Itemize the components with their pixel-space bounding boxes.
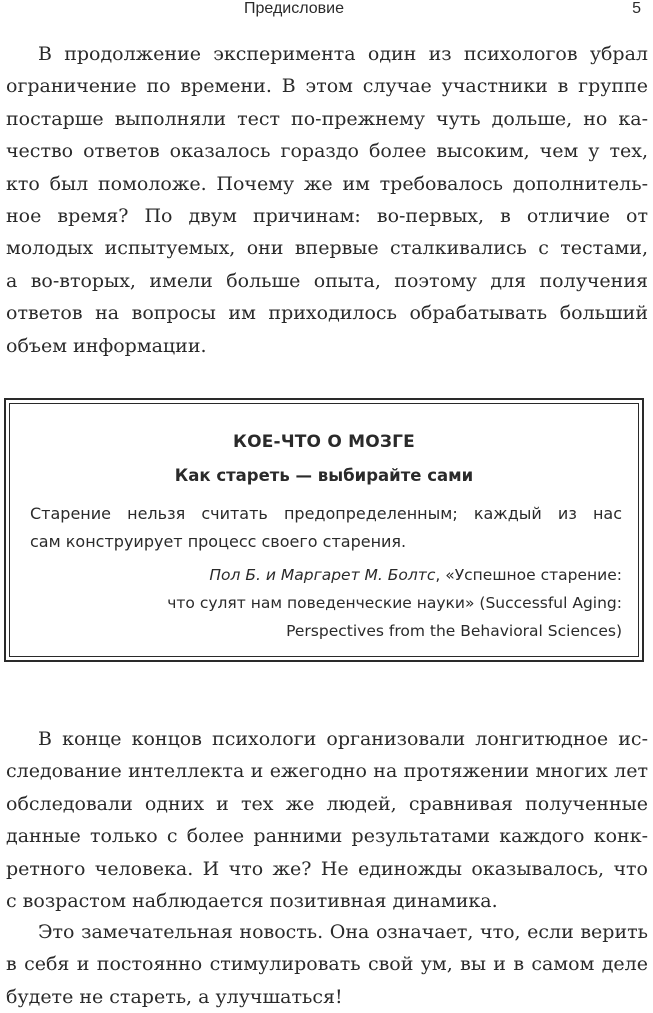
text-line: чество ответов оказалось гораздо более высоким, чем у тех, [6,140,648,163]
text-line: будете не стареть, а улучшаться! [6,985,343,1008]
text-line: молодых испытуемых, они впервые сталкивались с тестами, [6,237,648,260]
text-line: ответов на вопросы им приходилось обрабатывать больший [6,302,648,325]
text-line: ограничение по времени. В этом случае участники в группе [6,75,648,98]
body-paragraph-3 [6,916,648,1013]
text-line: в себя и постоянно стимулировать свой ум, вы и в самом деле [6,953,648,976]
boxout-heading: КОЕ-ЧТО О МОЗГЕ [233,432,415,452]
boxout-quote [30,500,622,556]
source-line: что сулят нам поведенческие науки» (Successful Aging: [167,594,622,612]
text-line: данные только с более ранними результатами каждого конк- [6,825,648,848]
running-head-title: Предисловие [244,0,344,17]
page-number: 5 [632,0,641,17]
sidebar-boxout [4,398,644,662]
text-line: В конце концов психологи организовали лонгитюдное ис- [38,728,648,750]
text-line: с возрастом наблюдается позитивная динамика. [6,890,498,913]
text-line: В продолжение эксперимента один из психологов убрал [38,43,648,65]
boxout-source-attribution [62,561,622,645]
source-line: Perspectives from the Behavioral Sciences) [286,622,622,640]
text-line: а во-вторых, имели больше опыта, поэтому для получения [6,269,648,292]
source-authors: Пол Б. и Маргарет М. Болтс [209,566,436,584]
text-line: объем информации. [6,334,207,357]
text-line: ное время? По двум причинам: во-первых, в отличие от [6,205,648,228]
text-line: следование интеллекта и ежегодно на протяжении многих лет [6,760,648,783]
body-paragraph-2 [6,723,648,917]
quote-line: Старение нельзя считать предопределенным; каждый из нас [30,504,622,523]
body-paragraph-1 [6,38,648,362]
text-line: постарше выполняли тест по-прежнему чуть дольше, но ка- [6,107,648,130]
text-line: Это замечательная новость. Она означает, что, если верить [38,921,648,943]
text-line: обследовали одних и тех же людей, сравнивая полученные [6,792,648,815]
source-title-start: , «Успешное старение: [435,566,622,584]
quote-line: сам конструирует процесс своего старения. [30,532,407,551]
boxout-subheading: Как стареть — выбирайте сами [174,466,474,485]
text-line: кто был помоложе. Почему же им требовалось дополнитель- [6,172,648,195]
source-line [62,561,622,589]
text-line: ретного человека. И что же? Не единожды оказывалось, что [6,857,648,880]
